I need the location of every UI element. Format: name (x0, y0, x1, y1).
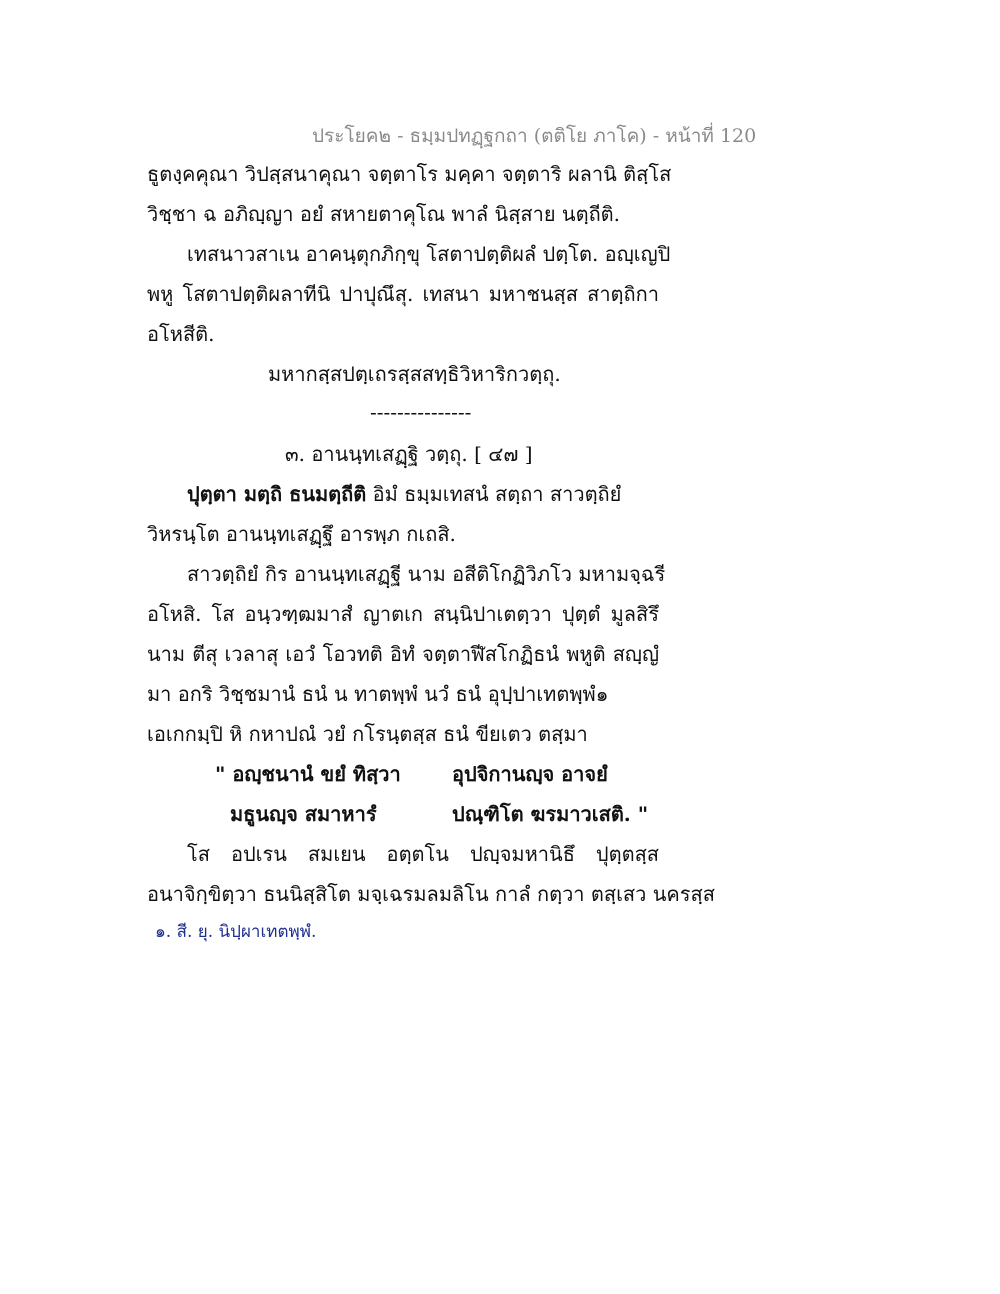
section-divider: --------------- (370, 400, 472, 424)
body-line: วิหรนฺโต อานนฺทเสฏฺฐึ อารพฺภ กเถสิ. (147, 522, 456, 546)
footnote: ๑. สี. ยุ. นิปฺผาเทตพฺพํ. (155, 922, 317, 942)
body-line: เทสนาวสาเน อาคนฺตุกภิกฺขุ โสตาปตฺติผลํ ปตฺโต. อญฺเญปิ (187, 242, 671, 266)
page-header: ประโยค๒ - ธมฺมปทฏฺฐกถา (ตติโย ภาโค) - หน้าที่ 120 (312, 125, 757, 147)
story-title: ๓. อานนฺทเสฏฺฐิ วตฺถุ. [ ๔๗ ] (285, 442, 533, 466)
body-line: สาวตฺถิยํ กิร อานนฺทเสฏฺฐี นาม อสีติโกฏิวิภโว มหามจฺฉรี (187, 562, 666, 586)
body-line: อโหสีติ. (147, 322, 215, 346)
body-line: มา อกริ วิชฺชมานํ ธนํ น ทาตพฺพํ นวํ ธนํ อุปฺปาเทตพฺพํ๑ (147, 682, 609, 706)
body-line: โส อปเรน สมเยน อตฺตโน ปญฺจมหานิธึ ปุตฺตสฺส (187, 842, 659, 866)
verse-line: ปณฺฑิโต ฆรมาวเสติ. " (452, 802, 649, 826)
body-line: วิชฺชา ฉ อภิญฺญา อยํ สหายตาคุโณ พาลํ นิสฺสาย นตฺถีติ. (147, 202, 621, 226)
body-line: ธูตงฺคคุณา วิปสฺสนาคุณา จตฺตาโร มคฺคา จตฺตาริ ผลานิ ติสฺโส (147, 162, 672, 186)
body-line: อนาจิกฺขิตฺวา ธนนิสฺสิโต มจฺเฉรมลมลิโน กาลํ กตฺวา ตสฺเสว นครสฺส (147, 882, 715, 906)
body-line: พหู โสตาปตฺติผลาทีนิ ปาปุณึสุ. เทสนา มหาชนสฺส สาตฺถิกา (147, 282, 659, 306)
verse-line: อุปจิกานญฺจ อาจยํ (452, 762, 608, 786)
verse-line: มธูนญฺจ สมาหารํ (230, 802, 377, 826)
body-line: เอเกกมฺปิ หิ กหาปณํ วยํ กโรนฺตสฺส ธนํ ขียเตว ตสฺมา (147, 722, 588, 746)
body-text: อิมํ ธมฺมเทสนํ สตฺถา สาวตฺถิยํ (366, 482, 622, 506)
body-line (187, 480, 621, 508)
verse-line: " อญฺชนานํ ขยํ ทิสฺวา (215, 762, 401, 786)
opening-verse-words: ปุตฺตา มตฺถิ ธนมตฺถีติ (187, 482, 367, 506)
body-line: นาม ตีสุ เวลาสุ เอวํ โอวทติ อิทํ จตฺตาฬีสโกฏิธนํ พหูติ สญฺญํ (147, 642, 659, 666)
body-line: อโหสิ. โส อนฺวฑฺฒมาสํ ญาตเก สนฺนิปาเตตฺวา ปุตฺตํ มูลสิรึ (147, 602, 659, 626)
story-end-title: มหากสฺสปตฺเถรสฺสสทฺธิวิหาริกวตฺถุ. (268, 362, 561, 386)
